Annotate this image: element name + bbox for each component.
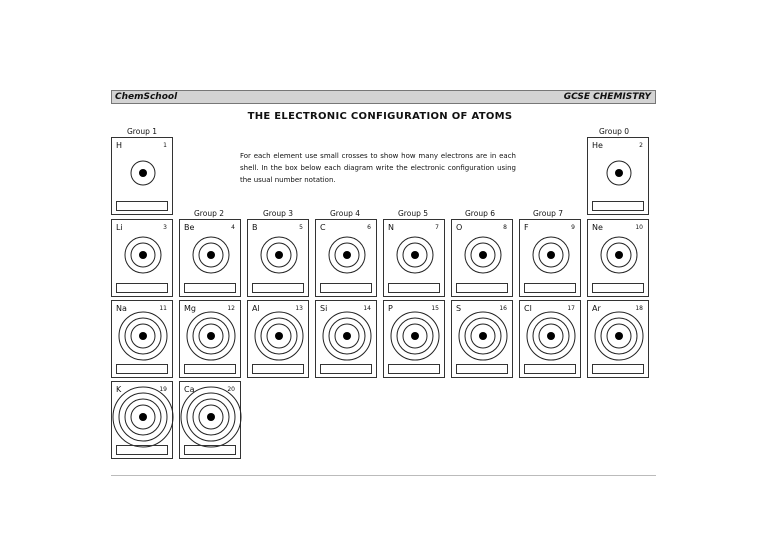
nucleus [207,251,215,259]
element-symbol: K [116,385,122,394]
configuration-answer-box[interactable] [388,364,440,374]
element-card [451,300,513,378]
element-card [587,137,649,215]
configuration-answer-box[interactable] [184,283,236,293]
element-card [111,381,173,459]
element-symbol: S [456,304,462,313]
element-card [383,300,445,378]
element-card [315,219,377,297]
element-card [179,300,241,378]
element-card [179,381,241,459]
nucleus [139,169,147,177]
element-symbol: Na [116,304,127,313]
atomic-number: 12 [227,305,235,312]
atomic-number: 7 [435,224,439,231]
configuration-answer-box[interactable] [592,283,644,293]
group-1-label: Group 1 [127,127,157,136]
atomic-number: 3 [163,224,167,231]
element-symbol: B [252,223,258,232]
element-card [111,219,173,297]
configuration-answer-box[interactable] [524,364,576,374]
element-card [111,137,173,215]
group-2-label: Group 2 [194,209,224,218]
configuration-answer-box[interactable] [592,201,644,211]
atomic-number: 16 [499,305,507,312]
element-symbol: Al [252,304,260,313]
element-card [519,300,581,378]
configuration-answer-box[interactable] [320,364,372,374]
nucleus [615,169,623,177]
nucleus [343,332,351,340]
instructions-text: For each element use small crosses to show how many electrons are in each shell. In the box below each diagram write the electronic configuration using the usual number notation. [240,152,516,184]
element-card [451,219,513,297]
atomic-number: 1 [163,142,167,149]
configuration-answer-box[interactable] [116,364,168,374]
atomic-number: 10 [635,224,643,231]
nucleus [275,332,283,340]
configuration-answer-box[interactable] [320,283,372,293]
nucleus [411,332,419,340]
atomic-number: 5 [299,224,303,231]
configuration-answer-box[interactable] [184,445,236,455]
element-card [519,219,581,297]
nucleus [479,332,487,340]
element-symbol: Cl [524,304,532,313]
configuration-answer-box[interactable] [252,364,304,374]
course-label: GCSE CHEMISTRY [563,92,651,102]
element-symbol: O [456,223,463,232]
nucleus [139,413,147,421]
element-card [383,219,445,297]
configuration-answer-box[interactable] [252,283,304,293]
atomic-number: 20 [227,386,235,393]
footer-divider [111,475,656,476]
atomic-number: 15 [431,305,439,312]
element-symbol: Si [320,304,328,313]
atomic-number: 11 [159,305,167,312]
nucleus [207,332,215,340]
group-7-label: Group 7 [533,209,563,218]
nucleus [207,413,215,421]
configuration-answer-box[interactable] [116,445,168,455]
configuration-answer-box[interactable] [184,364,236,374]
element-symbol: Mg [184,304,196,313]
element-symbol: Ca [184,385,195,394]
element-card [247,219,309,297]
element-symbol: C [320,223,326,232]
configuration-answer-box[interactable] [388,283,440,293]
nucleus [343,251,351,259]
element-symbol: P [388,304,393,313]
atomic-number: 4 [231,224,235,231]
element-card [247,300,309,378]
element-card [179,219,241,297]
nucleus [615,251,623,259]
element-symbol: F [524,223,529,232]
element-symbol: Be [184,223,195,232]
atomic-number: 17 [567,305,575,312]
configuration-answer-box[interactable] [592,364,644,374]
configuration-answer-box[interactable] [456,364,508,374]
configuration-answer-box[interactable] [524,283,576,293]
element-symbol: He [592,141,603,150]
nucleus [275,251,283,259]
atomic-number: 6 [367,224,371,231]
element-card [111,300,173,378]
atomic-number: 19 [159,386,167,393]
configuration-answer-box[interactable] [116,201,168,211]
header-bar [111,90,656,104]
nucleus [411,251,419,259]
element-symbol: Li [116,223,123,232]
element-card [587,219,649,297]
atomic-number: 2 [639,142,643,149]
group-0-label: Group 0 [599,127,629,136]
nucleus [547,251,555,259]
nucleus [615,332,623,340]
atomic-number: 13 [295,305,303,312]
nucleus [547,332,555,340]
page-title: THE ELECTRONIC CONFIGURATION OF ATOMS [247,111,513,122]
element-symbol: N [388,223,394,232]
element-card [315,300,377,378]
element-symbol: Ar [592,304,601,313]
element-symbol: Ne [592,223,603,232]
nucleus [139,251,147,259]
atomic-number: 18 [635,305,643,312]
group-4-label: Group 4 [330,209,360,218]
atomic-number: 8 [503,224,507,231]
atomic-number: 14 [363,305,371,312]
atomic-number: 9 [571,224,575,231]
group-3-label: Group 3 [263,209,293,218]
group-5-label: Group 5 [398,209,428,218]
configuration-answer-box[interactable] [116,283,168,293]
group-6-label: Group 6 [465,209,495,218]
nucleus [479,251,487,259]
element-symbol: H [116,141,123,150]
brand-label: ChemSchool [115,92,178,102]
element-card [587,300,649,378]
configuration-answer-box[interactable] [456,283,508,293]
nucleus [139,332,147,340]
